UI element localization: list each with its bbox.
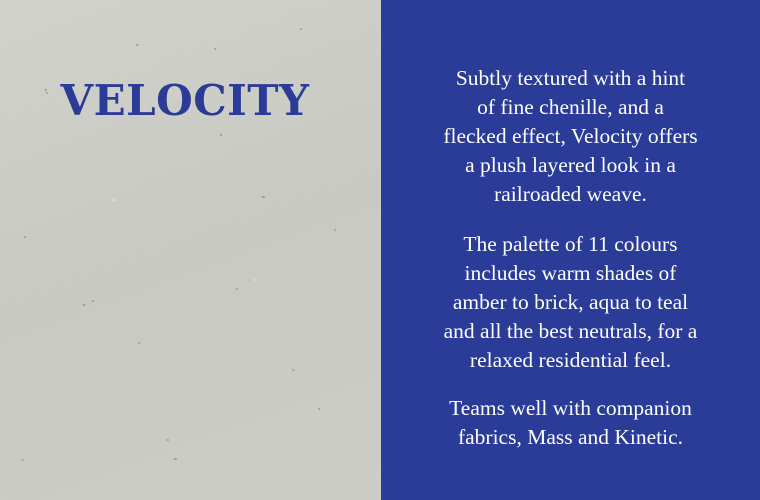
description-line: Subtly textured with a hint	[455, 66, 686, 90]
description-paragraph	[381, 394, 760, 452]
fleck	[318, 408, 320, 410]
fleck	[174, 458, 177, 460]
fleck	[300, 28, 302, 30]
description-line: of fine chenille, and a	[477, 95, 664, 119]
fleck	[138, 342, 140, 344]
brand-title: VELOCITY	[60, 76, 310, 125]
fleck	[214, 48, 216, 50]
description-panel	[381, 0, 760, 500]
description-line: and all the best neutrals, for a	[443, 319, 698, 343]
description-line: The palette of 11 colours	[463, 232, 678, 256]
description-line: fabrics, Mass and Kinetic.	[457, 425, 684, 449]
fleck	[262, 196, 265, 198]
description-line: flecked effect, Velocity offers	[443, 124, 698, 148]
fleck	[92, 300, 94, 302]
description-line: includes warm shades of	[464, 261, 677, 285]
description-line: amber to brick, aqua to teal	[452, 290, 689, 314]
description-line: railroaded weave.	[494, 182, 647, 206]
description-paragraph	[381, 230, 760, 375]
description-line: a plush layered look in a	[465, 153, 676, 177]
description-paragraph	[381, 64, 760, 209]
fleck	[24, 236, 26, 238]
description-line: Teams well with companion	[449, 396, 692, 420]
fleck	[236, 288, 238, 290]
description-line: relaxed residential feel.	[469, 348, 672, 372]
